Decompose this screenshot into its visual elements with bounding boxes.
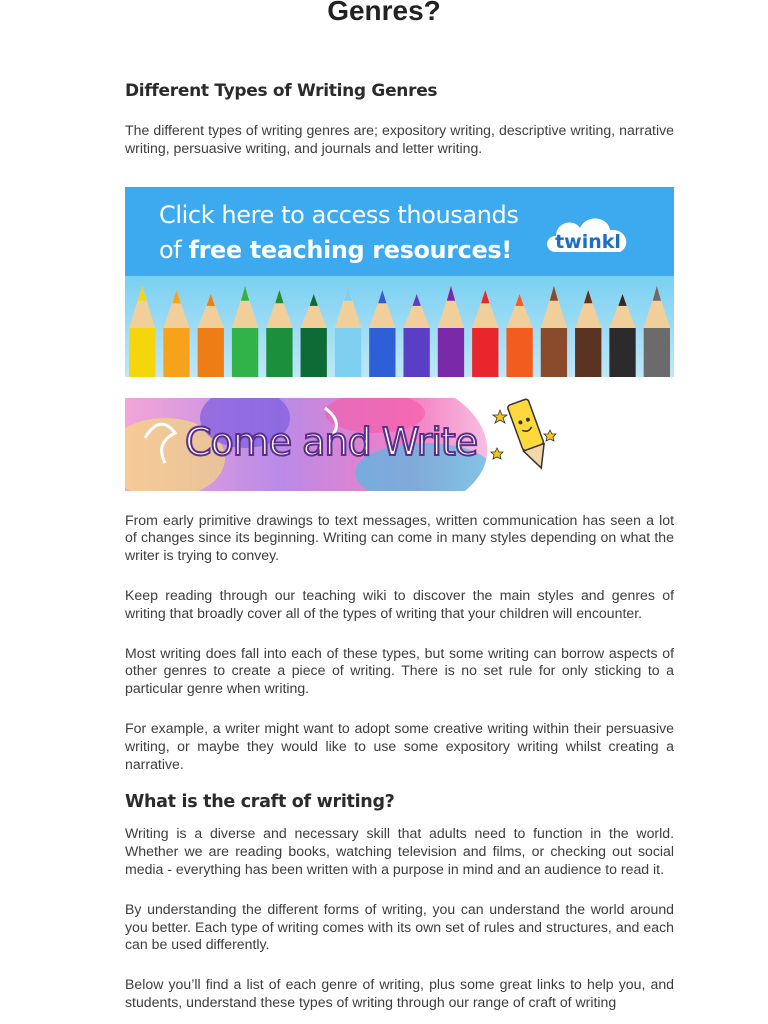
banner-line-2-prefix: of <box>159 235 189 264</box>
pencil-icon <box>266 290 292 377</box>
banner-line-1: Click here to access thousands <box>159 200 519 229</box>
pencil-icon <box>438 286 464 377</box>
pencil-icon <box>541 286 567 377</box>
pencil-icon <box>335 286 361 377</box>
come-and-write-banner <box>125 398 565 491</box>
banner-top-band <box>125 187 674 276</box>
craft-paragraph-1: Writing is a diverse and necessary skill that adults need to function in the world. Whether we are reading books, watching television and films, or checking out social media - everything has been written with a purpose in mind and an audience to read it. <box>125 825 674 877</box>
pencil-icon <box>232 286 258 377</box>
pencil-icon <box>609 294 635 377</box>
twinkl-logo-icon <box>542 210 634 268</box>
body-paragraph-3: Most writing does fall into each of these types, but some writing can borrow aspects of other genres to create a piece of writing. There is no set rule for only sticking to a particular genre when writing. <box>125 644 674 697</box>
pencil-icon <box>163 290 189 377</box>
body-paragraph-2: Keep reading through our teaching wiki to discover the main styles and genres of writing that broadly cover all of the types of writing that your children will encounter. <box>125 586 674 621</box>
article-content <box>125 78 674 1012</box>
banner-line-2 <box>159 236 512 264</box>
twinkl-logo-text: twinkl <box>555 230 621 253</box>
pencil-icon <box>301 294 327 377</box>
craft-paragraph-3: Below you’ll find a list of each genre of writing, plus some great links to help you, and students, understand these types of writing through our range of craft of writing <box>125 976 674 1010</box>
pencil-icon <box>575 290 601 377</box>
body-paragraph-4: For example, a writer might want to adopt some creative writing within their persuasive writing, or maybe they would like to use some expository writing whilst creating a narrative. <box>125 719 674 772</box>
pencils-illustration <box>125 276 674 377</box>
body-paragraph-1: From early primitive drawings to text messages, written communication has seen a lot of changes since its beginning. Writing can come in many styles depending on what the writer is trying to convey. <box>125 511 674 564</box>
pencil-icon <box>129 286 155 377</box>
pencil-icon <box>644 286 670 377</box>
pencil-icon <box>506 294 532 377</box>
pencil-icon <box>472 290 498 377</box>
banner-line-2-bold: free teaching resources! <box>188 235 512 264</box>
pencils-image <box>125 276 674 377</box>
twinkl-resources-banner[interactable] <box>125 187 674 377</box>
pencil-icon <box>369 290 395 377</box>
pencil-icon <box>404 294 430 377</box>
heading-craft-of-writing: What is the craft of writing? <box>125 792 395 813</box>
craft-paragraph-2: By understanding the different forms of writing, you can understand the world around you better. Each type of writing comes with its own set of rules and structures, and each can be used differently. <box>125 900 674 953</box>
intro-paragraph: The different types of writing genres are; expository writing, descriptive writing, narrative writing, persuasive writing, and journals and letter writing. <box>125 122 674 156</box>
page-title: Genres? <box>327 0 441 26</box>
heading-writing-genres: Different Types of Writing Genres <box>125 81 438 101</box>
pencil-icon <box>198 294 224 377</box>
come-and-write-text: Come and Write <box>185 419 478 464</box>
